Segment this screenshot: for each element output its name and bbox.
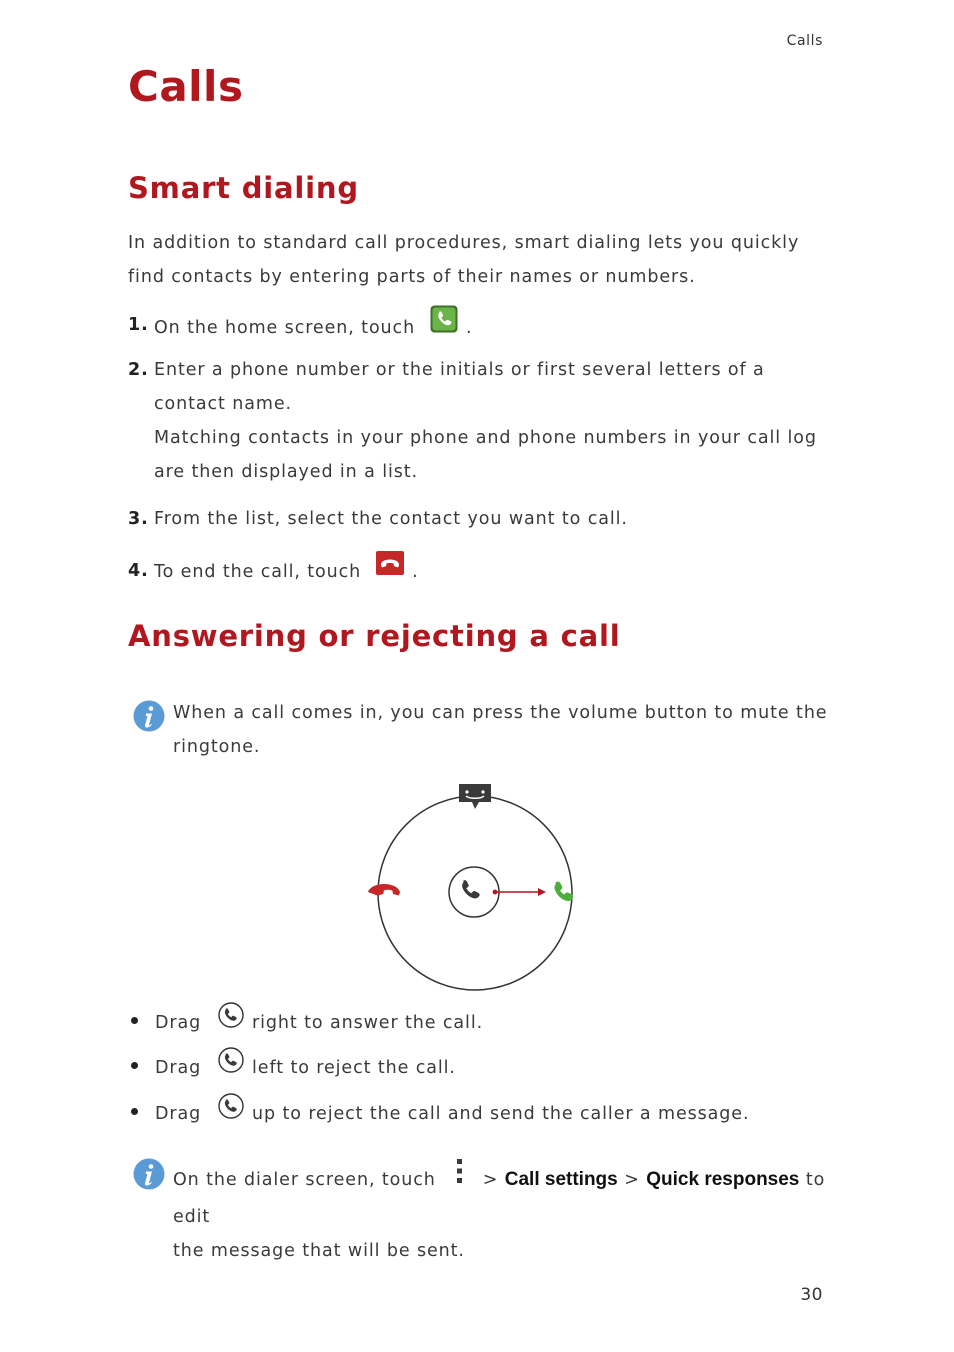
step-number: 4. (128, 561, 149, 581)
call-handle-icon (218, 1093, 244, 1129)
step-4 (128, 554, 828, 588)
step-text: On the home screen, touch (154, 318, 416, 338)
path-separator: > (624, 1170, 640, 1190)
step-text: Enter a phone number or the initials or first several letters of a contact name. (154, 360, 765, 414)
step-1 (128, 308, 828, 342)
step-text: To end the call, touch (154, 562, 362, 582)
answer-call-icon (555, 882, 572, 900)
section-heading-smart-dialing: Smart dialing (128, 171, 359, 205)
step-number: 2. (128, 360, 149, 380)
note-text-line2: the message that will be sent. (173, 1241, 465, 1261)
bullet-lead: Drag (155, 1013, 202, 1033)
note-text: to edit (173, 1170, 826, 1227)
menu-path-quick-responses: Quick responses (646, 1169, 800, 1190)
bullet-lead: Drag (155, 1058, 202, 1078)
section-heading-answering: Answering or rejecting a call (128, 619, 621, 653)
step-text-end: . (412, 562, 419, 582)
step-2 (128, 353, 828, 482)
step-number: 3. (128, 509, 149, 529)
bullet-text: up to reject the call and send the caller a message. (252, 1104, 750, 1124)
smart-dialing-intro: In addition to standard call procedures, smart dialing lets you quickly find contacts by entering parts of their names or numbers. (128, 233, 800, 287)
running-header: Calls (786, 33, 823, 49)
end-call-icon (376, 551, 404, 587)
bullet-text: right to answer the call. (252, 1013, 484, 1033)
note-text: On the dialer screen, touch (173, 1170, 436, 1190)
bullet-answer (128, 1005, 828, 1037)
menu-path-call-settings: Call settings (504, 1169, 618, 1190)
note-quick-responses (173, 1160, 833, 1268)
note-mute-ringtone: When a call comes in, you can press the volume button to mute the ringtone. (173, 703, 828, 757)
path-separator: > (482, 1170, 499, 1190)
menu-more-icon (456, 1157, 464, 1197)
call-handle-icon (218, 1047, 244, 1083)
step-number: 1. (128, 315, 149, 335)
incoming-call-diagram (360, 780, 600, 995)
bullet-dot (131, 1017, 138, 1024)
step-3 (128, 502, 828, 536)
bullet-lead: Drag (155, 1104, 202, 1124)
phone-app-icon (430, 305, 458, 345)
bullet-dot (131, 1062, 138, 1069)
bullet-reject (128, 1050, 828, 1082)
call-handle-icon (449, 867, 499, 917)
drag-arrow (493, 888, 546, 896)
chapter-title: Calls (128, 62, 244, 111)
step-text-end: . (466, 318, 473, 338)
bullet-reject-message (128, 1096, 828, 1128)
bullet-text: left to reject the call. (252, 1058, 456, 1078)
bullet-dot (131, 1108, 138, 1115)
step-text: From the list, select the contact you want to call. (154, 509, 628, 529)
call-handle-icon (218, 1002, 244, 1038)
page-number: 30 (800, 1285, 823, 1305)
step-result-text: Matching contacts in your phone and phone numbers in your call log are then displayed in a list. (154, 428, 817, 482)
info-icon (133, 1158, 165, 1190)
message-icon (459, 784, 491, 809)
info-icon (133, 700, 165, 732)
reject-call-icon (368, 884, 400, 896)
